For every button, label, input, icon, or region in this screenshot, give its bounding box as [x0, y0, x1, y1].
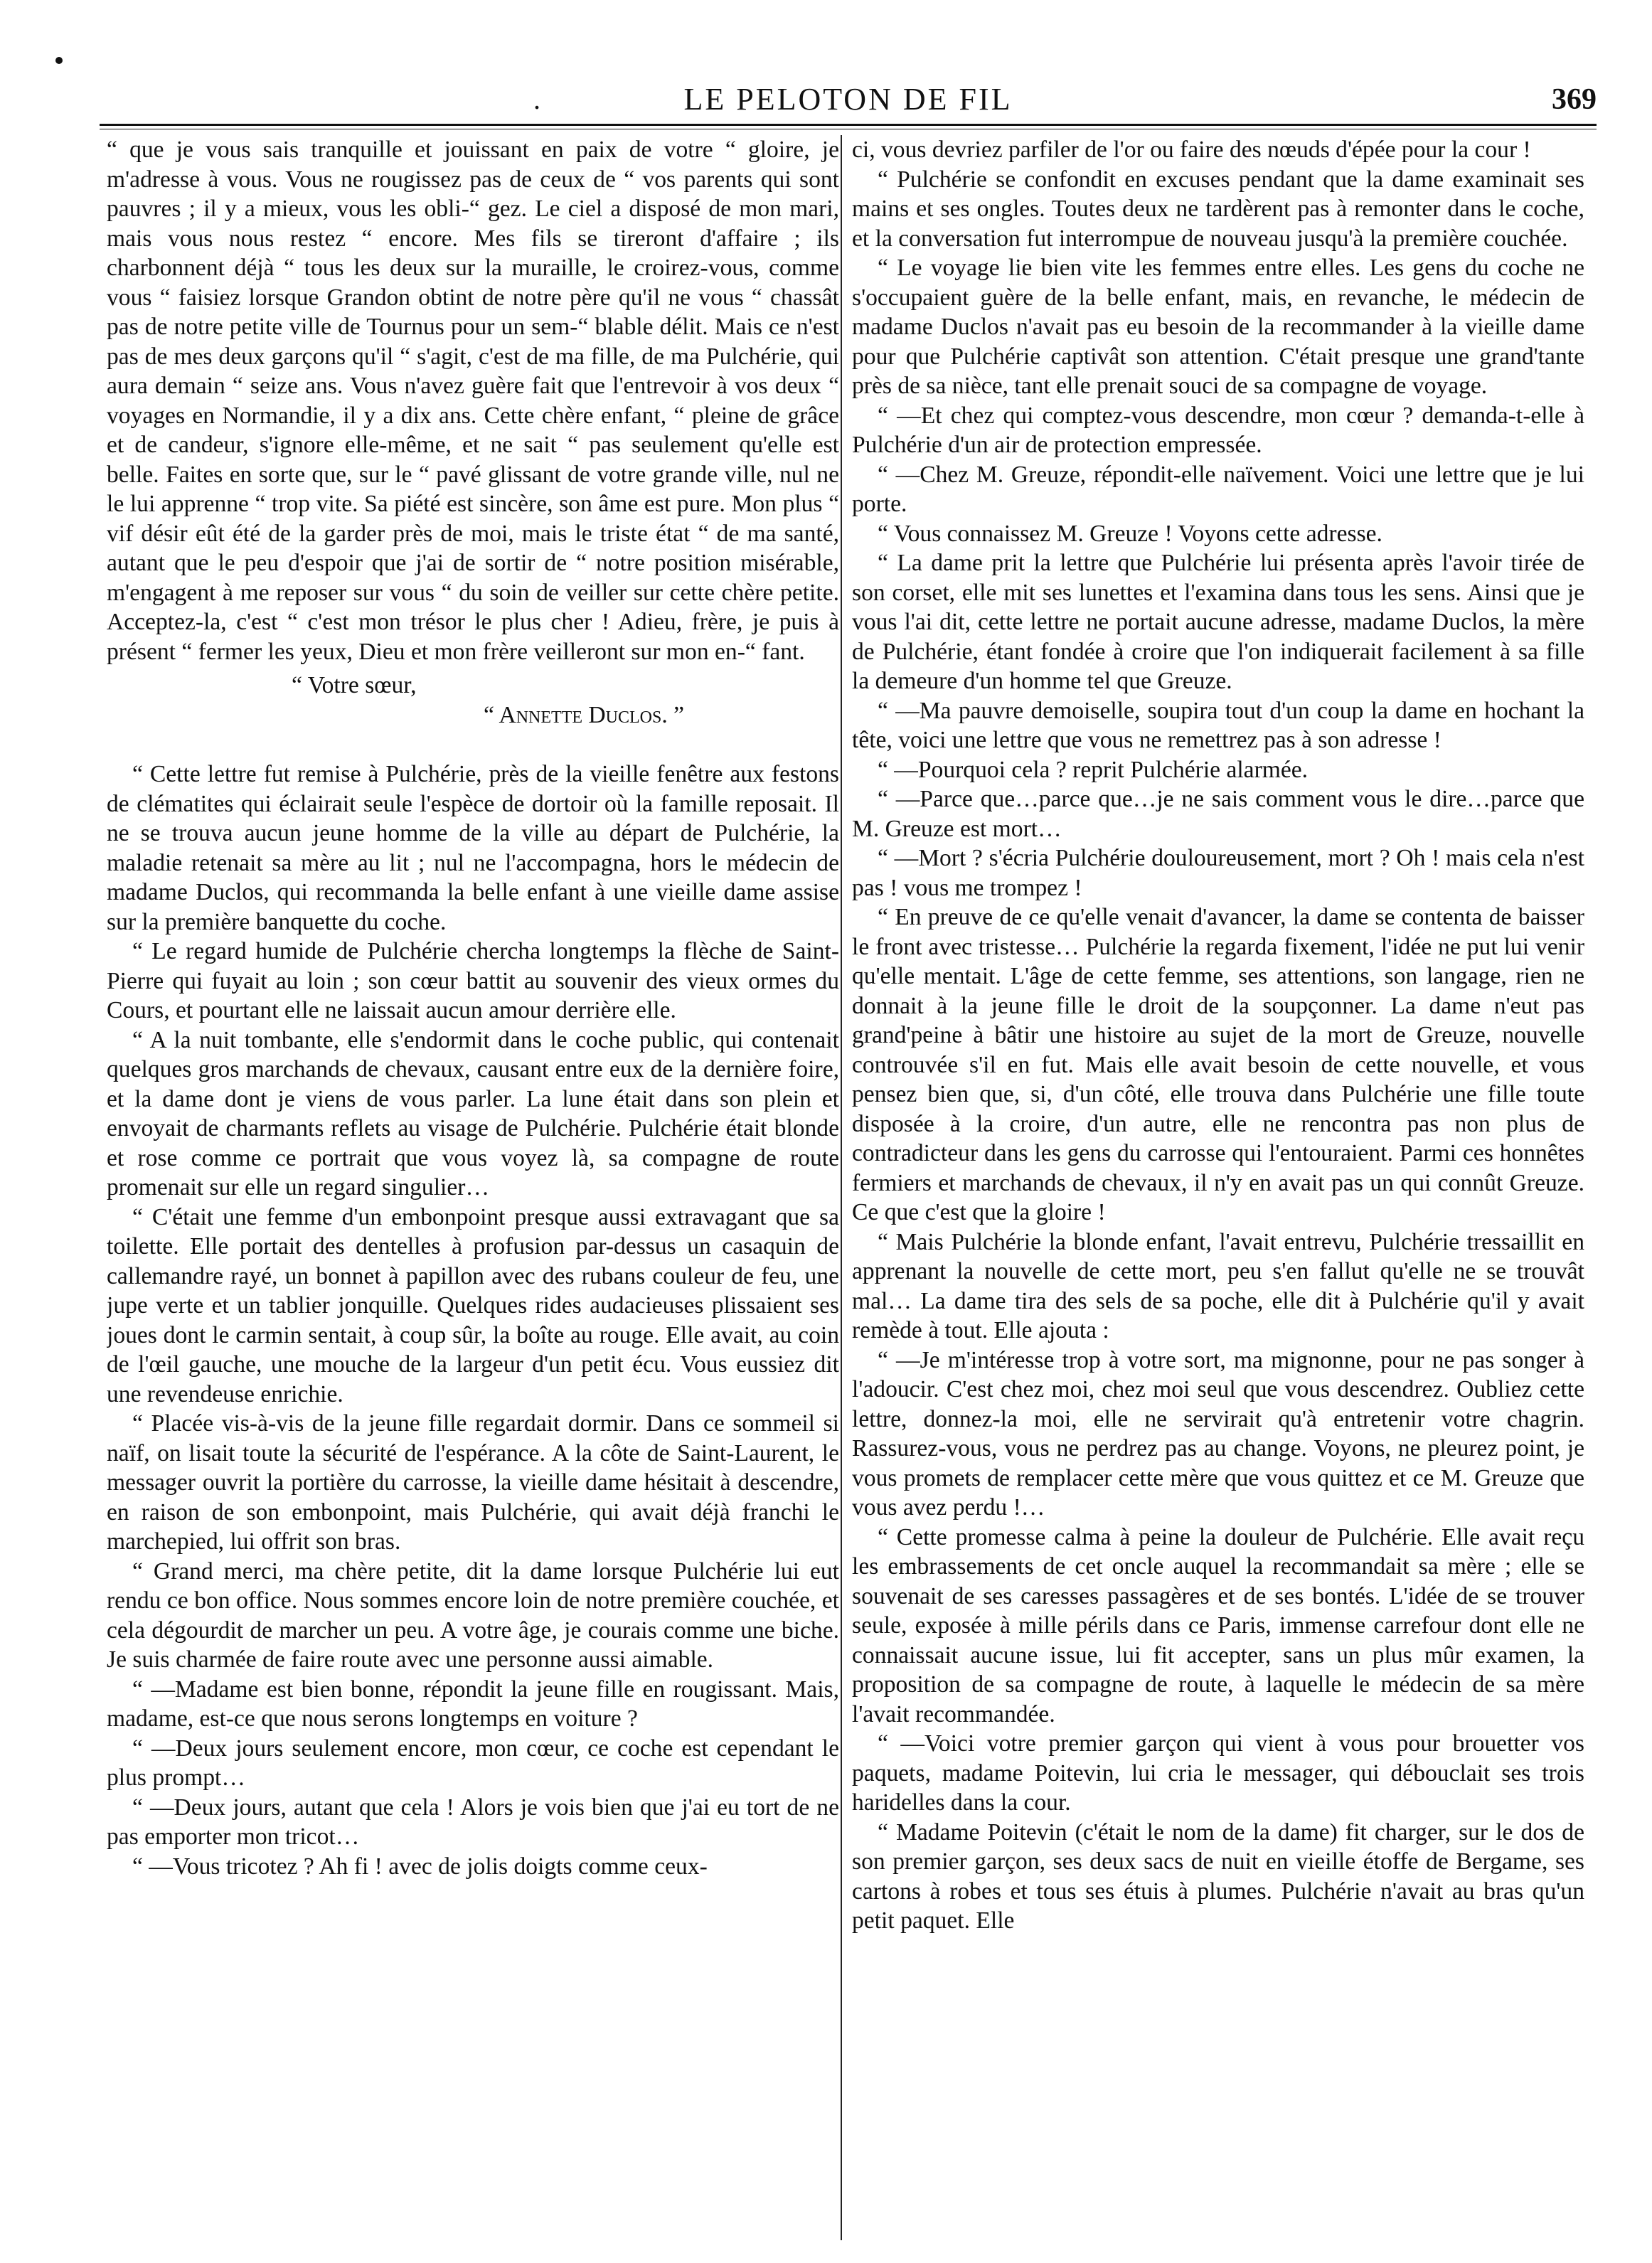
- paragraph: “ —Deux jours, autant que cela ! Alors je vois bien que j'ai eu tort de ne pas emporter mon tricot…: [107, 1794, 839, 1850]
- paragraph: “ que je vous sais tranquille et jouissant en paix de votre “ gloire, je m'adresse à vous. Vous ne rougissez pas de ceux de “ vos parents qui sont pauvres ; il y a mieux, vous les obli-“ gez. Le ciel a disposé de mon mari, mais vous nous restez “ encore. Mes fils se tireront d'affaire ; ils charbonnent déjà “ tous les deux sur la muraille, le croirez-vous, comme vous “ faisiez lorsque Grandon obtint de notre père qu'il ne vous “ chassât pas de notre petite ville de Tournus pour un sem-“ blable délit. Mais ce n'est pas de mes deux garçons qu'il “ s'agit, c'est de ma fille, de ma Pulchérie, qui aura demain “ seize ans. Vous n'avez guère fait que l'entrevoir à vos deux “ voyages en Normandie, il y a dix ans. Cette chère enfant, “ pleine de grâce et de candeur, s'ignore elle-même, et ne sait “ pas seulement qu'elle est belle. Faites en sorte que, sur le “ pavé glissant de votre grande ville, nul ne le lui apprenne “ trop vite. Sa piété est sincère, son âme est pure. Mon plus “ vif désir eût été de la garder près de moi, mais le triste état “ de ma santé, autant que le peu d'espoir que j'ai de sortir de “ notre position misérable, m'engagent à me reposer sur vous “ du soin de veiller sur cette chère petite. Acceptez-la, c'est “ c'est mon trésor le plus cher ! Adieu, frère, je puis à présent “ fermer les yeux, Dieu et mon frère veilleront sur mon en-“ fant.: [107, 137, 839, 665]
- paragraph: “ —Ma pauvre demoiselle, soupira tout d'un coup la dame en hochant la tête, voici une lettre que vous ne remettrez pas à son adresse !: [852, 697, 1584, 753]
- paragraph: “ Madame Poitevin (c'était le nom de la dame) fit charger, sur le dos de son premier garçon, ses deux sacs de nuit en vieille étoffe de Bergame, ses cartons à robes et tous ses étuis à plumes. Pulchérie n'avait au bras qu'un petit paquet. Elle: [852, 1819, 1584, 1934]
- paragraph: “ Cette promesse calma à peine la douleur de Pulchérie. Elle avait reçu les embrassements de cet oncle auquel la recommandait sa mère ; elle se souvenait de ses caresses passagères et de ses bontés. L'idée de se trouver seule, exposée à mille périls dans ce Paris, immense carrefour dont elle ne connaissait aucune issue, lui fit accepter, sans un plus mûr examen, la proposition de sa compagne de route, à laquelle le médecin de sa mère l'avait recommandée.: [852, 1523, 1584, 1727]
- paragraph: “ Mais Pulchérie la blonde enfant, l'avait entrevu, Pulchérie tressaillit en apprenant la nouvelle de cette mort, peu s'en fallut qu'elle ne se trouvât mal… La dame tira des sels de sa poche, elle dit à Pulchérie qu'il y avait remède à tout. Elle ajouta :: [852, 1228, 1584, 1343]
- paragraph: “ —Vous tricotez ? Ah fi ! avec de jolis doigts comme ceux-: [132, 1853, 708, 1880]
- page-number: 369: [1552, 83, 1597, 116]
- paragraph: “ La dame prit la lettre que Pulchérie lui présenta après l'avoir tirée de son corset, elle mit ses lunettes et l'examina dans tous les sens. Ainsi que je vous l'ai dit, cette lettre ne portait aucune adresse, madame Duclos, la mère de Pulchérie, étant fondée à croire que l'on indiquerait facilement à sa fille la demeure d'un homme tel que Greuze.: [852, 550, 1584, 694]
- paragraph: “ —Madame est bien bonne, répondit la jeune fille en rougissant. Mais, madame, est-ce que nous serons longtemps en voiture ?: [107, 1676, 839, 1732]
- paragraph: “ A la nuit tombante, elle s'endormit dans le coche public, qui contenait quelques gros marchands de chevaux, causant entre eux de la dernière foire, et la dame dont je viens de vous parler. La lune était dans son plein et envoyait de charmants reflets au visage de Pulchérie. Pulchérie était blonde et rose comme ce portrait que vous voyez là, sa compagne de route promenait sur elle un regard singulier…: [107, 1026, 839, 1200]
- paragraph: “ En preuve de ce qu'elle venait d'avancer, la dame se contenta de baisser le front avec tristesse… Pulchérie la regarda fixement, l'idée ne put lui venir qu'elle mentait. L'âge de cette femme, ses attentions, son langage, rien ne donnait à la jeune fille le droit de la soupçonner. La dame n'eut pas grand'peine à bâtir une histoire au sujet de la mort de Greuze, nouvelle controuvée s'il en fut. Mais elle avait besoin de cette nouvelle, et vous pensez bien que, si, d'un côté, elle trouva dans Pulchérie une fille toute disposée à la croire, d'un autre, elle ne rencontra pas non plus de contradicteur dans les gens du carrosse qui l'entouraient. Parmi ces honnêtes fermiers et marchands de chevaux, il n'y en avait pas un qui connût Greuze. Ce que c'est que la gloire !: [852, 904, 1584, 1225]
- running-header: [100, 78, 1597, 121]
- paragraph: “ Le regard humide de Pulchérie chercha longtemps la flèche de Saint-Pierre qui fuyait au loin ; son cœur battit au souvenir des vieux ormes du Cours, et pourtant elle ne laissait aucun amour derrière elle.: [107, 938, 839, 1023]
- letter-closing: “ Votre sœur,: [292, 672, 417, 698]
- paragraph: “ Vous connaissez M. Greuze ! Voyons cette adresse.: [878, 520, 1382, 547]
- paragraph: “ —Voici votre premier garçon qui vient à vous pour brouetter vos paquets, madame Poitevin, lui cria le messager, qui débouclait ses trois haridelles dans la cour.: [852, 1730, 1584, 1816]
- paragraph: “ —Je m'intéresse trop à votre sort, ma mignonne, pour ne pas songer à l'adoucir. C'est chez moi, chez moi seul que vous descendrez. Oubliez cette lettre, donnez-la moi, elle ne servirait qu'à entretenir votre chagrin. Rassurez-vous, vous ne perdrez pas au change. Voyons, ne pleurez point, je vous promets de remplacer cette mère que vous quittez et ce M. Greuze que vous avez perdu !…: [852, 1346, 1584, 1521]
- page-speck: [55, 57, 63, 64]
- paragraph: “ Grand merci, ma chère petite, dit la dame lorsque Pulchérie lui eut rendu ce bon office. Nous sommes encore loin de notre première couchée, et cela dégourdit de marcher un peu. A votre âge, je courais comme une biche. Je suis charmée de faire route avec une personne aussi aimable.: [107, 1558, 839, 1673]
- paragraph: “ C'était une femme d'un embonpoint presque aussi extravagant que sa toilette. Elle portait des dentelles à profusion par-dessus un casaquin de callemandre rayé, un bonnet à papillon avec des rubans couleur de feu, une jupe verte et un tablier jonquille. Quelques rides audacieuses plissaient ses joues dont le carmin sentait, à coup sûr, la boîte au rouge. Elle avait, au coin de l'œil gauche, une mouche de la largeur d'un petit écu. Vous eussiez dit une revendeuse enrichie.: [107, 1203, 839, 1407]
- header-rule-thick: [100, 124, 1597, 126]
- paragraph: “ —Chez M. Greuze, répondit-elle naïvement. Voici une lettre que je lui porte.: [852, 461, 1584, 517]
- paragraph: “ —Parce que…parce que…je ne sais comment vous le dire…parce que M. Greuze est mort…: [852, 786, 1584, 842]
- paragraph: “ —Et chez qui comptez-vous descendre, mon cœur ? demanda-t-elle à Pulchérie d'un air de protection empressée.: [852, 402, 1584, 458]
- column-divider: [841, 135, 842, 2240]
- letter-signature: “ Annette Duclos. ”: [484, 701, 685, 728]
- running-title: LE PELOTON DE FIL: [683, 82, 1013, 117]
- paragraph: “ Le voyage lie bien vite les femmes entre elles. Les gens du coche ne s'occupaient guère de la belle enfant, mais, en revanche, le médecin de madame Duclos n'avait pas eu besoin de la recommander à la vieille dame pour que Pulchérie captivât son attention. C'était presque une grand'tante près de sa nièce, tant elle prenait souci de sa compagne de voyage.: [852, 255, 1584, 399]
- right-column: [852, 135, 1584, 2240]
- paragraph: “ —Deux jours seulement encore, mon cœur, ce coche est cependant le plus prompt…: [107, 1735, 839, 1791]
- header-dot: .: [533, 83, 540, 115]
- paragraph: ci, vous devriez parfiler de l'or ou faire des nœuds d'épée pour la cour !: [852, 137, 1531, 163]
- paragraph: “ Placée vis-à-vis de la jeune fille regardait dormir. Dans ce sommeil si naïf, on lisait toute la sécurité de l'espérance. A la côte de Saint-Laurent, le messager ouvrit la portière du carrosse, la vieille dame hésitait à descendre, en raison de son embonpoint, mais Pulchérie, qui avait déjà franchi le marchepied, lui offrit son bras.: [107, 1410, 839, 1555]
- paragraph: “ —Mort ? s'écria Pulchérie douloureusement, mort ? Oh ! mais cela n'est pas ! vous me trompez !: [852, 845, 1584, 901]
- left-column: [107, 135, 839, 2240]
- paragraph: “ —Pourquoi cela ? reprit Pulchérie alarmée.: [878, 756, 1309, 783]
- paragraph: “ Cette lettre fut remise à Pulchérie, près de la vieille fenêtre aux festons de clématites qui éclairait seule l'espèce de dortoir où la famille reposait. Il ne se trouva aucun jeune homme de la ville au départ de Pulchérie, la maladie retenait sa mère au lit ; nul ne l'accompagna, hors le médecin de madame Duclos, qui recommanda la belle enfant à une vieille dame assise sur la première banquette du coche.: [107, 761, 839, 935]
- paragraph: “ Pulchérie se confondit en excuses pendant que la dame examinait ses mains et ses ongles. Toutes deux ne tardèrent pas à remonter dans le coche, et la conversation fut interrompue de nouveau jusqu'à la première couchée.: [852, 166, 1584, 252]
